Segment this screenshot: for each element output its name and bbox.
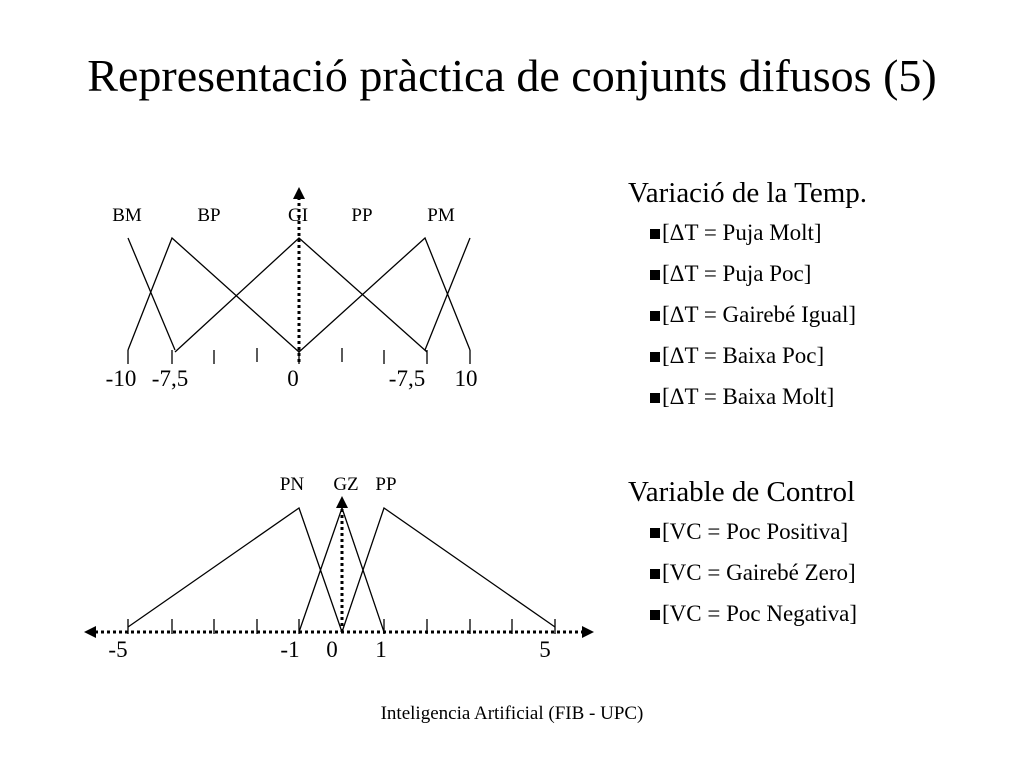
control-variable-heading: Variable de Control bbox=[628, 476, 856, 508]
set-pn bbox=[128, 508, 342, 632]
tick-label-10: 10 bbox=[454, 366, 478, 391]
square-bullet-icon bbox=[650, 352, 660, 362]
square-bullet-icon bbox=[650, 610, 660, 620]
square-bullet-icon bbox=[650, 528, 660, 538]
tick-label-0: 0 bbox=[287, 366, 299, 391]
label-pm: PM bbox=[427, 205, 455, 226]
list-item-text: [ΔT = Puja Molt] bbox=[662, 220, 822, 245]
list-item bbox=[650, 517, 857, 558]
list-item-text: [VC = Poc Negativa] bbox=[662, 601, 858, 626]
label-bp: BP bbox=[197, 205, 221, 226]
list-item bbox=[650, 218, 867, 259]
control-variable-section bbox=[628, 475, 857, 640]
control-variable-list bbox=[628, 517, 857, 640]
list-item-text: [ΔT = Baixa Molt] bbox=[662, 384, 835, 409]
square-bullet-icon bbox=[650, 270, 660, 280]
control-axis-arrow-right bbox=[582, 626, 594, 638]
tick-label-neg10: -10 bbox=[105, 366, 137, 391]
temp-variation-heading: Variació de la Temp. bbox=[628, 177, 868, 209]
set-pp bbox=[299, 238, 470, 352]
control-set-labels bbox=[280, 474, 397, 495]
square-bullet-icon bbox=[650, 311, 660, 321]
list-item-text: [ΔT = Gairebé Igual] bbox=[662, 302, 857, 327]
list-item bbox=[650, 259, 867, 300]
control-axis-arrow-left bbox=[84, 626, 96, 638]
label-bm: BM bbox=[112, 205, 142, 226]
square-bullet-icon bbox=[650, 393, 660, 403]
temp-axis-arrow bbox=[293, 187, 305, 199]
temp-set-labels bbox=[112, 205, 455, 226]
tick-label-7-5: -7,5 bbox=[388, 366, 426, 391]
slide-title: Representació pràctica de conjunts difusos (5) bbox=[87, 50, 937, 101]
temp-variation-section bbox=[628, 176, 867, 423]
label-pp-control: PP bbox=[375, 474, 397, 495]
tick-label-5: 5 bbox=[539, 637, 551, 662]
tick-label-neg1: -1 bbox=[280, 637, 300, 662]
tick-label-neg7-5: -7,5 bbox=[151, 366, 189, 391]
slide-footer: Inteligencia Artificial (FIB - UPC) bbox=[380, 703, 644, 724]
temp-tick-labels bbox=[106, 366, 478, 391]
list-item-text: [VC = Gairebé Zero] bbox=[662, 560, 856, 585]
label-gi: GI bbox=[287, 205, 309, 226]
tick-label-neg5: -5 bbox=[108, 637, 128, 662]
temp-variation-list bbox=[628, 218, 867, 423]
list-item bbox=[650, 300, 867, 341]
set-bp bbox=[128, 238, 299, 352]
list-item-text: [ΔT = Baixa Poc] bbox=[662, 343, 825, 368]
list-item bbox=[650, 341, 867, 382]
list-item bbox=[650, 382, 867, 423]
temp-ticks bbox=[128, 348, 470, 364]
list-item-text: [ΔT = Puja Poc] bbox=[662, 261, 812, 286]
control-diagram bbox=[84, 496, 594, 638]
tick-label-0-control: 0 bbox=[326, 637, 338, 662]
square-bullet-icon bbox=[650, 229, 660, 239]
label-gz: GZ bbox=[333, 474, 359, 495]
list-item bbox=[650, 558, 857, 599]
set-pp-control bbox=[342, 508, 555, 632]
control-tick-labels bbox=[108, 637, 550, 662]
square-bullet-icon bbox=[650, 569, 660, 579]
tick-label-1: 1 bbox=[375, 637, 387, 662]
set-gi bbox=[175, 238, 427, 352]
list-item bbox=[650, 599, 857, 640]
label-pn: PN bbox=[279, 474, 305, 495]
list-item-text: [VC = Poc Positiva] bbox=[662, 519, 849, 544]
label-pp: PP bbox=[351, 205, 373, 226]
